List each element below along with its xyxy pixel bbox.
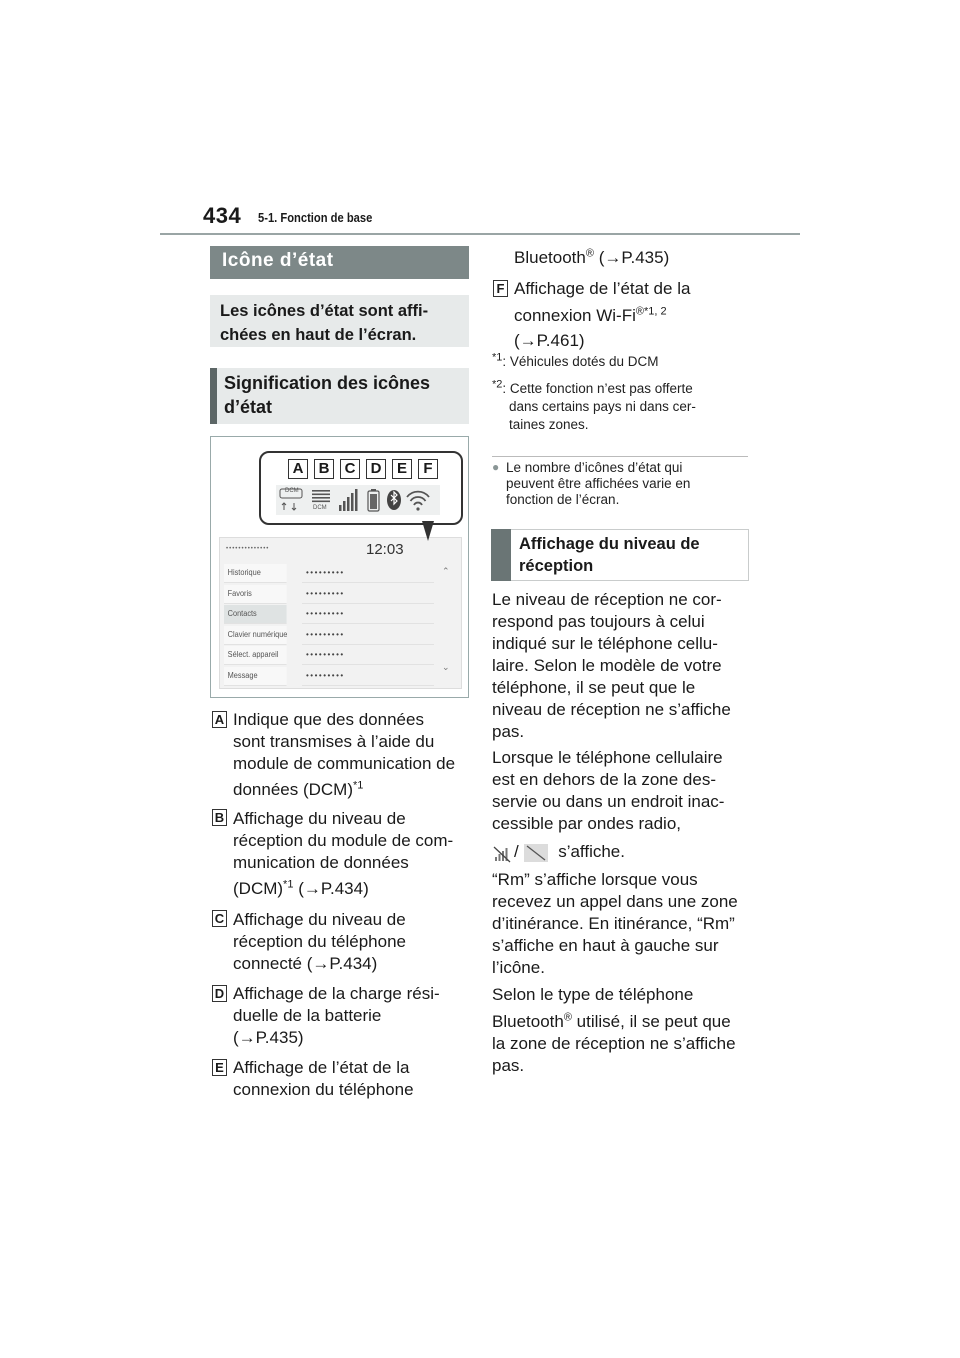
label-e: E: [392, 459, 412, 479]
item-e-key: E: [212, 1059, 227, 1076]
item-d-text: Affichage de la charge rési- duelle de la batterie (→P.435): [233, 984, 440, 1047]
item-e-text: Affichage de l’état de la connexion du téléphone: [233, 1058, 414, 1099]
status-line: ••••••••••••••: [226, 546, 270, 552]
contact-rows: [302, 564, 434, 687]
subheading-bar: [210, 368, 217, 424]
menu-item-favoris: Favoris: [224, 585, 287, 604]
item-f-key: F: [493, 280, 508, 297]
contact-row: •••••••••: [302, 667, 434, 686]
phone-signal-icon: [339, 489, 358, 511]
label-a: A: [288, 459, 308, 479]
subheading: Signification des icônes d’état: [224, 373, 431, 417]
label-d: D: [366, 459, 386, 479]
label-f: F: [418, 459, 438, 479]
phone-screen: [219, 537, 462, 689]
paragraph-1: Le niveau de réception ne cor- respond pas toujours à celui indiqué sur le téléphone cellu- laire. Selon le modèle de votre téléphone, il se peut que le niveau de réception ne s’affiche pas.: [492, 590, 731, 741]
bullet-icon: ●: [492, 460, 500, 474]
title-banner: [210, 246, 469, 279]
scroll-up-icon: ⌃: [442, 566, 450, 576]
dcm-signal-text: DCM: [313, 505, 327, 511]
bullet-note: Le nombre d’icônes d’état qui peuvent être affichées varie en fonction de l’écran.: [506, 460, 691, 507]
intro-text: Les icônes d’état sont affi- chées en haut de l’écran.: [220, 302, 429, 344]
reception-heading-box: [491, 529, 749, 581]
item-c-text: Affichage du niveau de réception du téléphone connecté (→P.434): [233, 910, 406, 973]
paragraph-2: Lorsque le téléphone cellulaire est en dehors de la zone des- servie ou dans un endroit inac- cessible par ondes radio, / s’affiche.: [492, 748, 725, 861]
contact-row: •••••••••: [302, 646, 434, 665]
header-rule: [160, 233, 800, 235]
item-f-text: Affichage de l’état de la connexion $Wi-Fi^{®*1, 2}$ (→P.461): [514, 279, 691, 350]
item-d-key: D: [212, 985, 227, 1002]
item-a-text: Indique que des données sont transmises à l’aide du module de communication de données (DCM)$^{*1}$: [233, 710, 456, 799]
status-icon-strip: [276, 485, 440, 515]
note-rule: [492, 456, 748, 457]
contact-row: •••••••••: [302, 626, 434, 645]
bluetooth-icon: [387, 490, 401, 510]
intro-box: [210, 295, 469, 347]
item-b-key: B: [212, 809, 227, 826]
footnote-2: $^{*2}$: Cette fonction n’est pas offerte dans certains pays ni dans cer- taines zones.: [492, 378, 696, 432]
item-c-key: C: [212, 910, 227, 927]
paragraph-4: Selon le type de téléphone Bluetooth® utilisé, il se peut que la zone de réception ne s’affiche pas.: [492, 985, 736, 1075]
menu-item-historique: Historique: [224, 564, 287, 583]
clock: 12:03: [366, 541, 404, 558]
dcm-signal-icon: [312, 490, 330, 502]
contact-row: •••••••••: [302, 585, 434, 604]
item-b-text: Affichage du niveau de réception du module de com- munication de données (DCM)$^{*1}$ (→P.434): [233, 809, 454, 898]
reception-heading: Affichage du niveau de réception: [519, 535, 700, 575]
no-service-icon: [523, 843, 549, 863]
section-title: 5-1. Fonction de base: [258, 210, 373, 225]
menu-item-contacts: Contacts: [224, 605, 287, 624]
label-c: C: [340, 459, 360, 479]
reception-heading-bar: [491, 529, 511, 581]
callout-bubble: [259, 451, 463, 525]
paragraph-3: “Rm” s’affiche lorsque vous recevez un appel dans une zone d’itinérance. En itinérance, “Rm” s’affiche en haut à gauche sur l’icône.: [492, 870, 738, 977]
contact-row: •••••••••: [302, 605, 434, 624]
callout-tail: [422, 521, 434, 541]
subheading-box: [210, 368, 469, 424]
page-number: 434: [203, 203, 242, 228]
scroll-down-icon: ⌄: [442, 662, 450, 672]
battery-icon: [368, 489, 379, 511]
item-a-key: A: [212, 711, 227, 728]
title: Icône d’état: [222, 250, 334, 271]
menu-item-message: Message: [224, 667, 287, 686]
phone-menu: [224, 564, 292, 687]
no-signal-icon: [492, 843, 514, 863]
contact-row: •••••••••: [302, 564, 434, 583]
menu-item-clavier: Clavier numérique: [224, 626, 287, 645]
item-e-continued: Bluetooth® (→P.435): [514, 247, 670, 267]
menu-item-select-appareil: Sélect. appareil: [224, 646, 287, 665]
status-icon-illustration: [210, 436, 469, 698]
wifi-icon: [407, 492, 429, 511]
label-b: B: [314, 459, 334, 479]
dcm-text: DCM: [285, 488, 299, 494]
footnote-1: $^{*1}$: Véhicules dotés du DCM: [492, 351, 659, 369]
